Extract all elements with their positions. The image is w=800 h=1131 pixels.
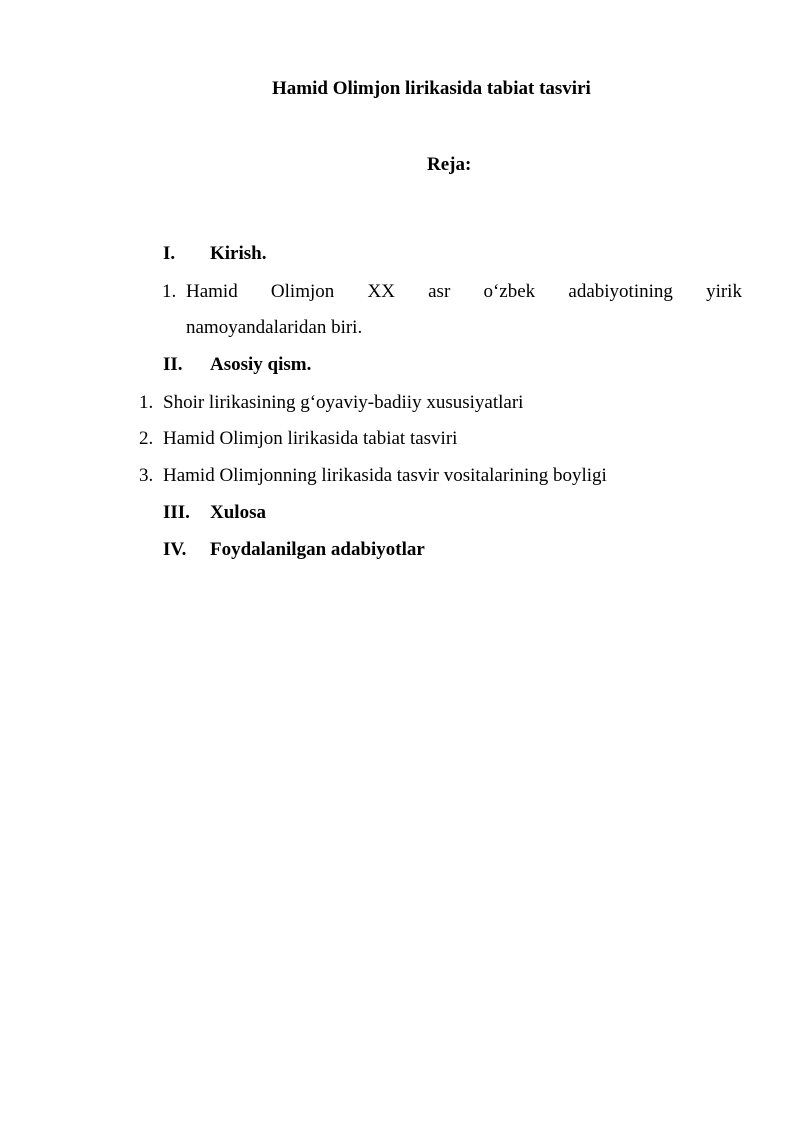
list-item-text: Shoir lirikasining g‘oyaviy-badiiy xususiyatlari [163,392,524,413]
section-numeral: III. [163,502,190,523]
section-label: Kirish. [210,243,267,264]
list-item-text: Hamid Olimjonning lirikasida tasvir vositalarining boyligi [163,465,607,486]
list-item-text: Hamid Olimjon lirikasida tabiat tasviri [163,428,458,449]
list-item-text-line2: namoyandalaridan biri. [186,317,363,338]
list-item-number: 1. [139,392,154,413]
word: yirik [706,281,742,302]
word: Hamid [186,281,238,302]
section-label: Asosiy qism. [210,354,312,375]
section-numeral: II. [163,354,183,375]
plan-heading: Reja: [427,154,472,175]
document-title: Hamid Olimjon lirikasida tabiat tasviri [272,78,591,99]
list-item-text-line1 [186,280,742,304]
section-label: Xulosa [210,502,266,523]
list-item-number: 2. [139,428,154,449]
list-item-number: 1. [162,281,177,302]
word: Olimjon [270,281,335,302]
section-label: Foydalanilgan adabiyotlar [210,539,425,560]
word: adabiyotining [568,281,673,302]
section-numeral: IV. [163,539,187,560]
list-item-number: 3. [139,465,154,486]
section-numeral: I. [163,243,176,264]
word: o‘zbek [483,281,536,302]
word: XX [367,281,395,302]
word: asr [428,281,451,302]
